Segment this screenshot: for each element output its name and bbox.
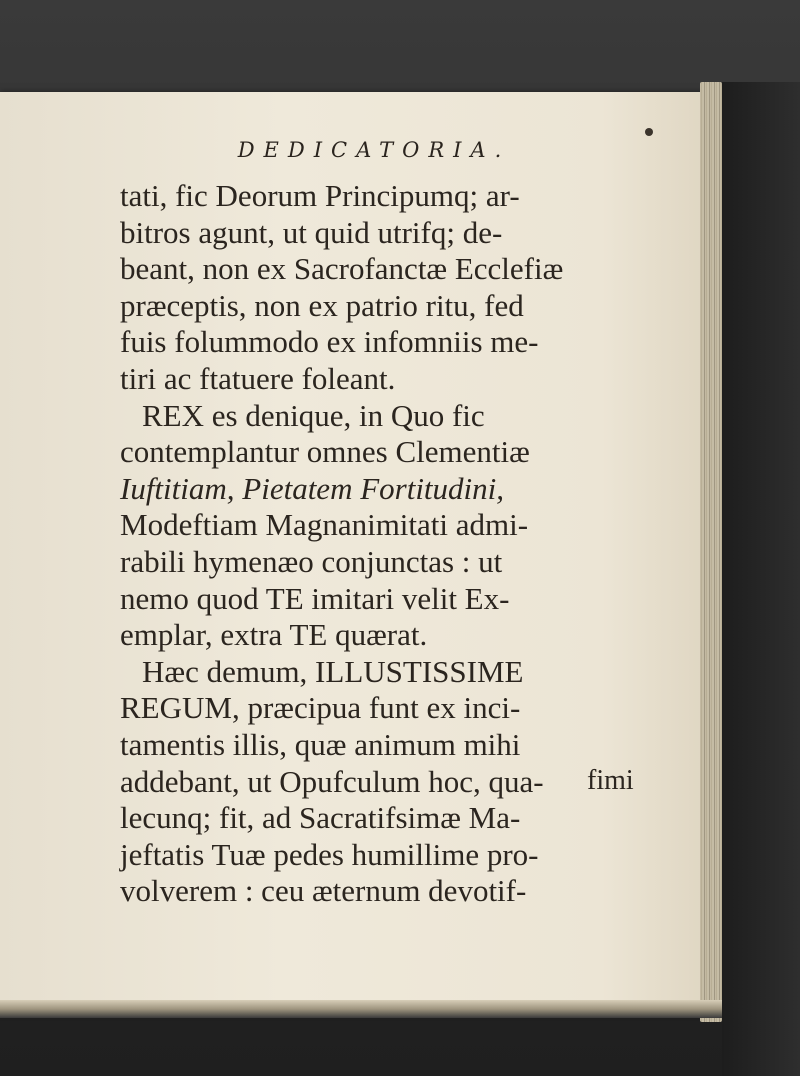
text-line-17: addebant, ut Opufculum hoc, qua- [120,763,544,799]
text-line-20: volverem : ceu æternum devotif- [120,873,527,909]
text-line-11: rabili hymenæo conjunctas : ut [120,543,503,579]
text-line-1: tati, fic Deorum Principumq; ar- [120,178,520,213]
text-line-13: emplar, extra TE quærat. [120,617,428,653]
text-line-4: præceptis, non ex patrio ritu, fed [120,287,524,323]
ink-spot [645,128,653,136]
text-line-7: REX es denique, in Quo fic [142,397,485,433]
running-head: DEDICATORIA. [237,138,511,162]
text-line-18: lecunq; fit, ad Sacratifsimæ Ma- [120,800,521,836]
text-line-14: Hæc demum, ILLUSTISSIME [142,653,524,689]
text-line-10: Modeftiam Magnanimitati admi- [120,507,529,543]
background-shadow [722,82,800,1076]
text-line-3: beant, non ex Sacrofanctæ Ecclefiæ [120,251,564,287]
page-edges [700,82,722,1022]
catchword: fimi [587,765,634,796]
text-line-8: contemplantur omnes Clementiæ [120,434,530,470]
text-line-12: nemo quod TE imitari velit Ex- [120,580,510,616]
text-line-15: REGUM, præcipua funt ex inci- [120,690,521,726]
text-line-2: bitros agunt, ut quid utrifq; de- [120,214,503,250]
body-text [120,178,690,910]
text-line-5: fuis folummodo ex infomniis me- [120,324,539,360]
text-line-16: tamentis illis, quæ animum mihi [120,726,521,762]
text-line-6: tiri ac ftatuere foleant. [120,360,396,396]
page-bottom-edge [0,1000,722,1018]
text-line-9: Iuftitiam, Pietatem Fortitudini, [120,470,505,506]
text-line-19: jeftatis Tuæ pedes humillime pro- [120,836,539,872]
